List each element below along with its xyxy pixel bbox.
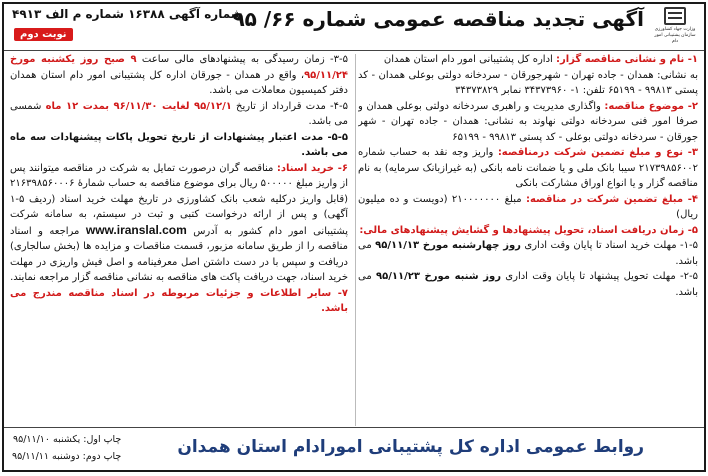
section-2-text: واگذاری مدیریت و راهبری سردخانه دولتی بوعلی همدان و صرفا امور فنی سردخانه دولتی نهاوند به نشانی: همدان - جاده تهران - شهر جورقان - سردخانه دولتی بوعلی - کد پستی ۹۹۸۱۳ - ۶۵۱۹۹ [358,100,698,143]
section-5-5: ۵-۵- مدت اعتبار پیشنهادات از تاریخ تحویل پاکات پیشنهادات سه ماه می باشد. [10,131,348,158]
second-print-date: چاپ دوم: دوشنبه ۹۵/۱۱/۱۱ [12,451,122,462]
section-6 [10,161,348,286]
section-6-text-b: مراجعه و اسناد مناقصه را از طریق سامانه مزبور، قسمت مناقصات و مزایده ها (بخش سالجاری) دریافت و سپس با در دست داشتن اصل معرفینامه و اصل فیش واریزی در مهلت خرید اسناد، جهت دریافت پاکت های مناقصه به نشانی مناقصه گزار مراجعه نمایند. [10,225,348,283]
section-1-address: به نشانی: همدان - جاده تهران - شهرجورقان - سردخانه دولتی بوعلی همدان - کد پستی ۹۹۸۱۳ - ۶۵۱۹۹ تلفن: ۱- ۳۴۳۷۳۹۶۰ نمابر ۳۴۳۷۳۸۲۹ [358,69,698,96]
section-5-4 [10,99,348,130]
round-badge: نوبت دوم [14,28,73,41]
notice-header [4,4,704,51]
section-2 [358,99,698,146]
first-print-date: چاپ اول: یکشنبه ۹۵/۱۱/۱۰ [12,434,122,445]
emblem-icon [664,7,686,25]
section-4 [358,192,698,223]
notice-title: آگهی تجدید مناقصه عمومی شماره ۶۶/ ۹۵ [232,7,644,31]
section-5-4-dates: ۹۵/۱۲/۱ لغایت ۹۶/۱۱/۳۰ بمدت ۱۲ ماه [45,100,232,112]
section-3-text: واریز وجه نقد به حساب شماره ۲۱۷۳۹۸۵۶۰۰۲ سیبا بانک ملی و یا ضمانت نامه بانکی (به غیرازبانک سرمایه) به نام مناقصه گزار و یا انواع اوراق مشارکت بانکی [358,147,698,189]
section-5-2-text: ۲-۵- مهلت تحویل پیشنهاد تا پایان وقت اداری [500,271,698,282]
section-3 [358,145,698,192]
ministry-logo [652,7,698,47]
section-6-text-a: مناقصه گران درصورت تمایل به شرکت در مناقصه میتوانند پس از واریز مبلغ ۵۰۰۰۰۰ ریال برای موضوع مناقصه به حساب شمارۀ ۲۱۶۳۹۸۵۶۰۰۰۶ (قابل واریز درکلیه شعب بانک کشاورزی در تاریخ مهلت خرید اسناد (ردیف ۵-۱ آگهی) و پس از ارائه درخواست کتبی و ثبت در سیستم، به سامانه شرکت پشتیبانی امور دام کشور به آدرس [10,162,348,237]
section-1-heading: ۱- نام و نشانی مناقصه گزار: [556,54,698,65]
section-5-3 [10,52,348,99]
section-5-4-tail: شمسی می باشد. [10,100,348,127]
section-5-3-tail: ، واقع در همدان - جورقان اداره کل پشتیبانی امور دام استان همدان دفتر کمیسیون معاملات می باشد. [10,69,348,96]
section-5-1-text: ۱-۵- مهلت خرید اسناد تا پایان وقت اداری [520,240,698,251]
section-2-heading: ۲- موضوع مناقصه: [604,100,698,112]
section-1-text: اداره کل پشتیبانی امور دام استان همدان [383,54,556,65]
section-5-1 [358,238,698,269]
section-6-heading: ۶- خرید اسناد: [276,162,348,174]
section-5-3-date: ۹ صبح روز یکشنبه مورخ ۹۵/۱۱/۲۴ [10,54,348,81]
right-column [358,52,698,428]
public-relations-signature: روابط عمومی اداره کل پشتیبانی امورادام استان همدان [177,437,644,457]
section-4-heading: ۴- مبلغ تضمین شرکت در مناقصه: [525,193,698,205]
section-5-2-tail: می باشد. [358,271,698,298]
left-column [10,52,348,428]
section-5-1-tail: می باشد. [358,240,698,267]
section-5 [358,223,698,239]
section-7: ۷- سایر اطلاعات و جزئیات مربوطه در اسناد مناقصه مندرج می باشد. [10,287,348,314]
section-3-heading: ۳- نوع و مبلغ تضمین شرکت درمناقصه: [497,147,698,158]
website-link[interactable]: www.iranslal.com [85,222,187,237]
section-5-4-text: ۴-۵- مدت قرارداد از تاریخ [231,100,348,112]
section-5-heading: ۵- زمان دریافت اسناد، تحویل پیشنهادها و گشایش پیشنهادهای مالی: [359,224,698,236]
section-5-3-text: ۳-۵- زمان رسیدگی به پیشنهادهای مالی ساعت [136,54,348,65]
notice-footer [4,427,704,470]
column-divider [355,54,356,426]
print-dates [12,431,121,465]
tender-notice [2,2,706,472]
section-1 [358,52,698,68]
ad-number: شماره آگهی ۱۶۳۸۸ شماره م الف ۴۹۱۳ [12,7,243,21]
logo-text: وزارت جهاد کشاورزی سازمان پشتیبانی امور دام [654,27,696,44]
section-5-2 [358,269,698,300]
section-4-text: مبلغ ۲۱۰۰۰۰۰۰۰ (دویست و ده میلیون ریال) [358,193,698,220]
section-5-1-date: روز چهارشنبه مورخ ۹۵/۱۱/۱۳ [375,240,521,251]
section-5-2-date: روز شنبه مورخ ۹۵/۱۱/۲۳ [376,271,501,282]
